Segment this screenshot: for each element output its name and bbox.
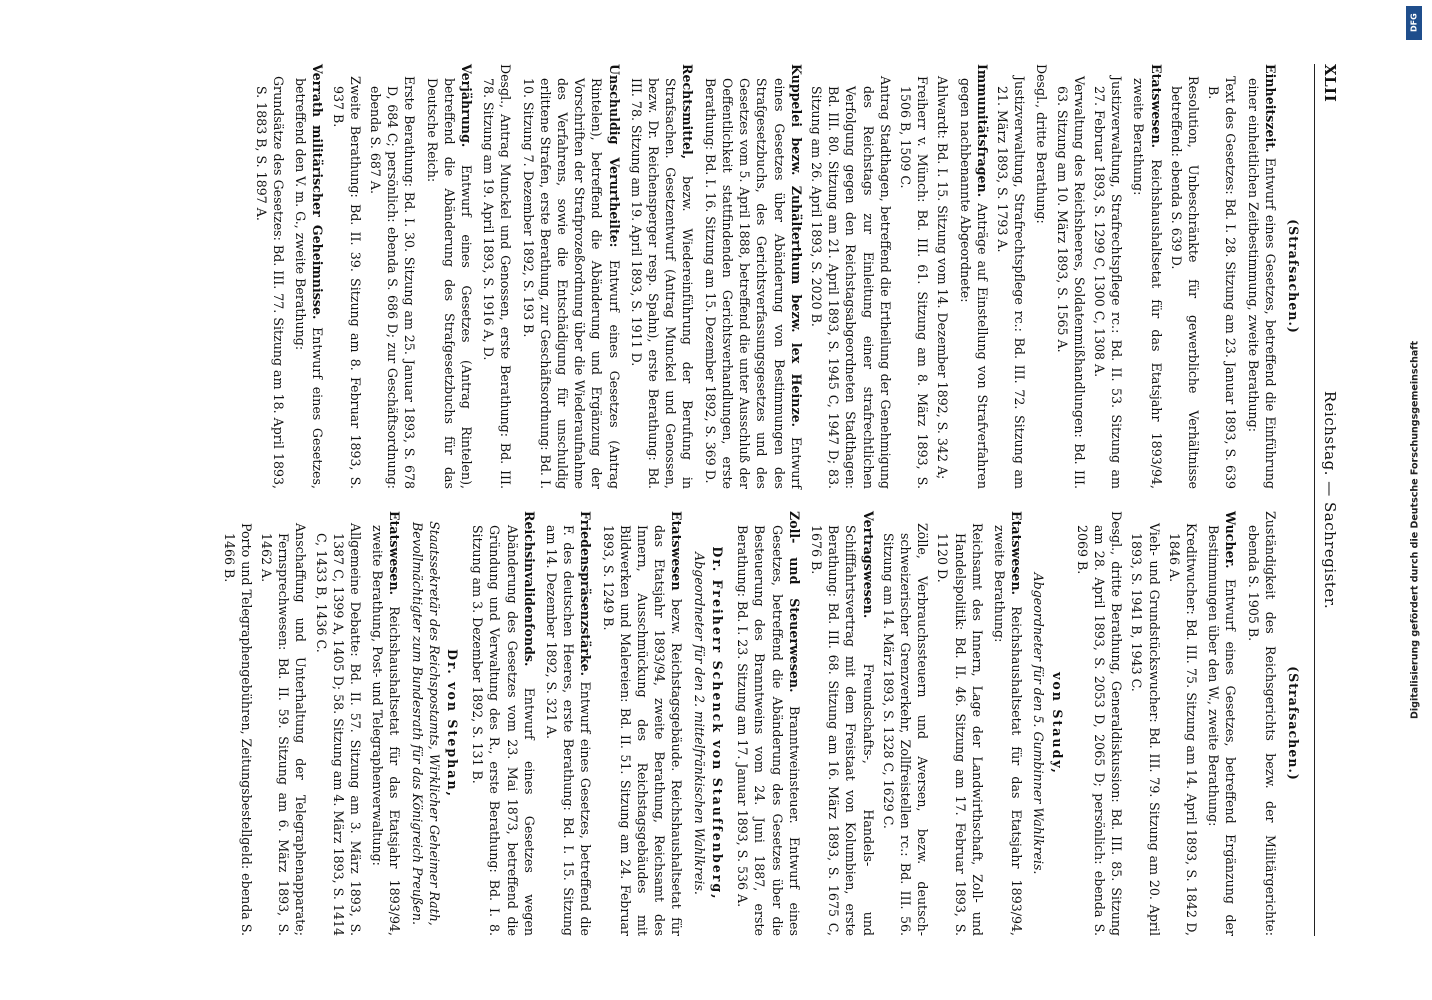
columns [217, 64, 1304, 936]
entry-text: Reichshaushaltsetat für das Etatsjahr 1893/94, zweite Berathung: [1131, 78, 1164, 489]
register-entry [480, 64, 514, 489]
entry-reference: Erste Berathung: Bd. I. 30. Sitzung am 25. Januar 1893, S. 678 D, 684 C; persönlich: ebenda S. 686 D; zur Geschäftsordnung: ebenda S. 687 A. [368, 76, 418, 489]
dfg-stamp-text: Digitalisierung gefördert durch die Deutsche Forschungsgemeinschaft [1409, 341, 1421, 719]
person-name: Dr. Freiherr Schenck von Stauffenberg, [709, 546, 725, 901]
entry-text: Entwurf eines Gesetzes, betreffend den V. m. G., zweite Berathung: [293, 78, 326, 489]
register-entry [369, 511, 403, 936]
entry-text: Entwurf eines Gesetzes (Antrag Rintelen), betreffend die Abänderung und Ergänzung der Vorschriften der Strafprozeßordnung über die Wiederaufnahme des Verfahrens, sowie die Entschädigung für unschuldig erlittene Strafen, erste Berathung, zur Geschäftsordnung: Bd. I. 10. Sitzung 7. Dezember 1892, S. 193 B. [520, 78, 622, 489]
register-entry [1205, 511, 1239, 936]
entry-text: Reichshaushaltsetat für das Etatsjahr 1893/94, zweite Berathung, Post- und Telegraphenverwaltung: [370, 525, 403, 936]
register-entry [292, 64, 326, 489]
entry-reference: Kreditwucher: Bd. III. 75. Sitzung am 14. April 1893, S. 1842 D, 1846 A. [1166, 523, 1199, 936]
entry-keyword: Verjährung. [459, 64, 475, 148]
entry-keyword: Immunitätsfragen. [974, 64, 990, 198]
register-entry [1033, 64, 1050, 489]
person-role: Staatssekretär des Reichspostamts, Wirklicher Geheimer Rath, Bevollmächtigter zum Bundesrath für das Königreich Preußen. [409, 521, 442, 926]
entry-text: Entwurf eines Gesetzes über Abänderung von Bestimmungen des Strafgesetzbuchs, des Gerichtsverfassungsgesetzes und des Gesetzes vom 5. April 1888, betreffend die unter Ausschluß der Oeffentlichkeit stattfindenden Gerichtsverhandlungen, erste Berathung: Bd. I. 16. Sitzung am 15. Dezember 1892, S. 369 D. [702, 78, 804, 489]
entry-reference: Reichsamt des Innern, Lage der Landwirthschaft, Zoll- und Handelspolitik: Bd. II. 46. Sitzung am 17. Februar 1893, S. 1120 D. [935, 523, 985, 936]
entry-reference: Text des Gesetzes: Bd. I. 28. Sitzung am 23. Januar 1893, S. 639 B. [1206, 76, 1239, 489]
entry-text: Freundschafts-, Handels- und Schifffahrtsvertrag mit dem Freistaat von Kolumbien, erste Berathung: Bd. III. 68. Sitzung am 16. März 1893, S. 1675 C, 1676 B. [808, 525, 876, 936]
entry-text: Reichshaushaltsetat für das Etatsjahr 1893/94, zweite Berathung: [991, 525, 1025, 936]
entry-keyword: Etatswesen. [1148, 64, 1164, 148]
register-entry [628, 64, 697, 489]
register-entry [469, 511, 538, 936]
person-role: Abgeordneter für den 2. mittelfränkischen Wahlkreis. [691, 552, 707, 895]
register-entry [519, 64, 622, 489]
entry-text: Zuständigkeit des Reichsgerichts bezw. der Militärgerichte: ebenda S. 1905 B. [1245, 511, 1278, 936]
register-entry [734, 511, 803, 936]
register-entry [1244, 511, 1278, 936]
register-entry [808, 511, 877, 936]
entry-text: Desgl., dritte Berathung: [1034, 64, 1050, 224]
entry-text: Entwurf eines Gesetzes, betreffend Ergänzung der Bestimmungen über den W., zweite Berathung: [1206, 525, 1239, 936]
dfg-logo: DFG [1406, 6, 1422, 40]
page-number: XLII [1321, 64, 1339, 103]
running-head [1314, 64, 1341, 936]
register-entry [1074, 511, 1126, 936]
entry-keyword: Etatswesen. [1009, 511, 1025, 595]
entry-text: Anträge auf Einstellung von Strafverfahren gegen nachbenannte Abgeordnete: [957, 78, 990, 489]
entry-keyword: Reichsinvalidenfonds. [521, 511, 537, 667]
entry-reference: Vieh- und Grundstückswucher: Bd. III. 79. Sitzung am 20. April 1893, S. 1941 B, 1943 C. [1129, 523, 1162, 936]
entry-keyword: Kuppelei bezw. Zuhälterthum bezw. lex Heinze. [788, 64, 804, 428]
entry-text: Entwurf eines Gesetzes, betreffend die Einführung einer einheitlichen Zeitbestimmung, zweite Berathung: [1245, 78, 1278, 489]
entry-keyword: Einheitszeit. [1262, 64, 1278, 153]
register-entry [543, 511, 595, 936]
entry-text: Branntweinsteuer. Entwurf eines Gesetzes, betreffend die Abänderung des Gesetzes über die Besteuerung des Branntweins vom 24. Juni 1887, erste Berathung: Bd. I. 23. Sitzung am 17. Januar 1893, S. 536 A. [735, 525, 802, 936]
entry-keyword: Unschuldig Verurtheilte: [606, 64, 622, 248]
entry-keyword: Rechtsmittel, [680, 64, 696, 160]
entry-reference: Verwaltung des Reichsheeres, Soldatenmißhandlungen: Bd. III. 63. Sitzung am 10. März 1893, S. 1565 A. [1054, 76, 1087, 489]
entry-text: bezw. Reichstagsgebäude. Reichshaushaltsetat für das Etatsjahr 1893/94, zweite Berathung, Reichsamt des Innern, Ausschmückung des Reichstagsgebäudes mit Bildwerken und Malereien: Bd. II. 51. Sitzung am 24. Februar 1893, S. 1249 B. [600, 525, 685, 936]
entry-reference: Antrag Stadthagen, betreffend die Ertheilung der Genehmigung des Reichstags zur Einleitung einer strafrechtlichen Verfolgung gegen den Reichstagsabgeordneten Stadthagen: Bd. III. 80. Sitzung am 21. April 1893, S. 1945 C, 1947 D; 83. Sitzung am 26. April 1893, S. 2020 B. [808, 76, 893, 489]
entry-keyword: Etatswesen [669, 511, 685, 591]
entry-reference: Allgemeine Debatte: Bd. II. 57. Sitzung am 3. März 1893, S. 1387 C, 1399 A, 1405 D; 58. Sitzung am 4. März 1893, S. 1414 C, 1433 B, 1436 C. [313, 523, 364, 936]
register-entry [599, 511, 685, 936]
entry-reference: Porto und Telegraphengebühren, Zeitungsbestellgeld: ebenda S. 1466 B. [221, 523, 254, 936]
entry-reference: Freiherr v. Münch: Bd. III. 61. Sitzung am 8. März 1893, S. 1506 B, 1509 C. [897, 76, 931, 489]
person-role: Abgeordneter für den 5. Gumbinner Wahlkreis. [1031, 572, 1047, 875]
entry-text: Entwurf eines Gesetzes (Antrag Rintelen), betreffend die Abänderung des Strafgesetzbuchs für das Deutsche Reich: [424, 78, 475, 489]
entry-reference: Justizverwaltung, Strafrechtspflege rc.: Bd. II. 53. Sitzung am 27. Februar 1893, S. 1299 C, 1300 C, 1308 A. [1091, 76, 1125, 489]
entry-text: bezw. Wiedereinführung der Berufung in Strafsachen. Gesetzentwurf (Antrag Munckel und Genossen, bezw. Dr. Reichensperger resp. Spahn), erste Berathung: Bd. III. 78. Sitzung am 19. April 1893, S. 1911 D. [628, 78, 696, 489]
entry-keyword: Vertragswesen. [860, 511, 876, 619]
column-left [217, 64, 1304, 489]
dfg-stamp [1398, 0, 1432, 1000]
column-heading: (Strafsachen.) [1286, 219, 1301, 334]
column-heading: (Strafsachen.) [1286, 666, 1301, 781]
entry-reference: Anschaffung und Unterhaltung der Telegraphenapparate; Fernsprechwesen: Bd. II. 59. Sitzung am 6. März 1893, S. 1462 A. [259, 523, 309, 936]
register-entry [1130, 64, 1164, 489]
entry-reference: Zölle, Verbrauchssteuern und Aversen, bezw. deutsch-schweizerischer Grenzverkehr, Zollfreistellen rc.: Bd. III. 56. Sitzung am 14. März 1893, S. 1328 C, 1629 C. [880, 523, 931, 936]
register-entry [991, 511, 1025, 936]
entry-reference: Justizverwaltung, Strafrechtspflege rc.: Bd. III. 72. Sitzung am 21. März 1893, S. 1793 A. [994, 76, 1028, 489]
entry-text: Entwurf eines Gesetzes wegen Abänderung des Gesetzes vom 23. Mai 1873, betreffend die Gründung und Verwaltung des R., erste Berathung: Bd. I. 8. Sitzung am 3. Dezember 1892, S. 131 B. [470, 525, 537, 936]
entry-reference: Grundsätze des Gesetzes: Bd. III. 77. Sitzung am 18. April 1893, S. 1883 B, S. 1897 A. [253, 76, 287, 489]
register-entry [1244, 64, 1278, 489]
entry-reference: Zweite Berathung: Bd. II. 39. Sitzung am 8. Februar 1893, S. 937 B. [330, 76, 363, 489]
column-right [217, 511, 1304, 936]
entry-text: Entwurf eines Gesetzes, betreffend die F. des deutschen Heeres, erste Berathung: Bd. I. 15. Sitzung am 14. Dezember 1892, S. 321 A. [544, 525, 594, 936]
entry-text: Desgl., Antrag Munckel und Genossen, erste Berathung: Bd. III. 78. Sitzung am 19. April 1893, S. 1916 A, D. [481, 64, 514, 489]
register-entry [702, 64, 805, 489]
entry-keyword: Etatswesen. [387, 511, 403, 595]
register-entry [423, 64, 475, 489]
entry-keyword: Friedenspräsenzstärke. [578, 511, 594, 677]
entry-reference: Resolution, Unbeschränkte für gewerbliche Verhältnisse betreffend: ebenda S. 639 D. [1168, 76, 1201, 489]
register-entry [956, 64, 990, 489]
entry-keyword: Zoll- und Steuerwesen. [786, 511, 802, 693]
person-name: Dr. von Stephan, [445, 648, 461, 798]
running-title: Reichstag. — Sachregister. [1321, 390, 1339, 610]
person-name: von Staudy, [1049, 672, 1065, 775]
entry-reference: Ahlwardt: Bd. I. 15. Sitzung vom 14. Dezember 1892, S. 342 A; [935, 76, 951, 480]
entry-keyword: Wucher. [1223, 511, 1239, 569]
entry-text: Desgl., dritte Berathung, Generaldiskussion: Bd. III. 85. Sitzung am 28. April 1893, S. 2053 D, 2065 D; persönlich: ebenda S. 2069 B. [1074, 511, 1125, 936]
register-page [51, 20, 1381, 980]
entry-keyword: Verrath militärischer Geheimnisse. [310, 64, 326, 320]
